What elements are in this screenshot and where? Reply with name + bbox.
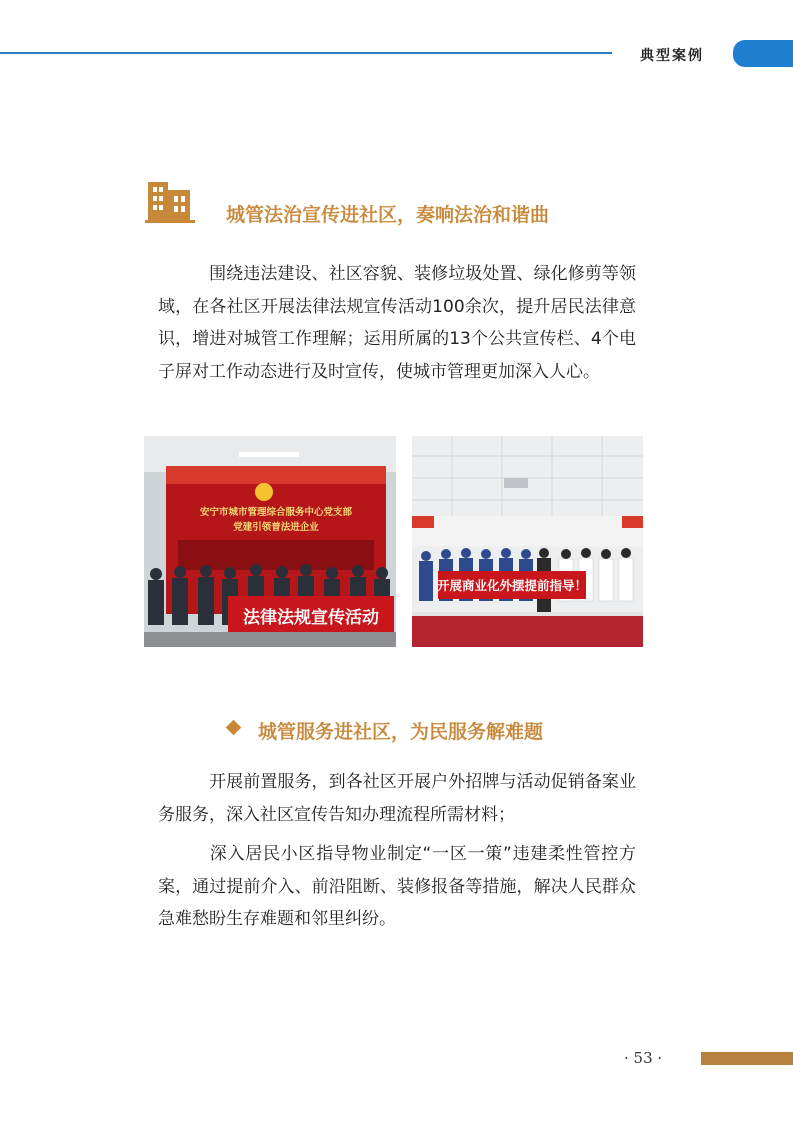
- section1-paragraph-text: 围绕违法建设、社区容貌、装修垃圾处置、绿化修剪等领域，在各社区开展法律法规宣传活动100余次，提升居民法律意识，增进对城管工作理解；运用所属的13个公共宣传栏、4个电子屏对工作动态进行及时宣传，使城市管理更加深入人心。: [158, 264, 636, 382]
- section1-paragraph: [158, 258, 636, 388]
- photo-left-screen-line1: 安宁市城市管理综合服务中心党支部: [199, 507, 353, 518]
- building-icon: [145, 176, 195, 224]
- photo-party-branch-event: [144, 436, 396, 647]
- photo-outdoor-guidance-event: [412, 436, 643, 647]
- section2-paragraph2: [158, 838, 636, 936]
- diamond-bullet-icon: [226, 720, 242, 736]
- section2-title: 城管服务进社区，为民服务解难题: [258, 721, 544, 743]
- section2-paragraph1-text: 开展前置服务，到各社区开展户外招牌与活动促销备案业务服务，深入社区宣传告知办理流程所需材料；: [158, 772, 636, 825]
- header-tab: [733, 40, 793, 67]
- section2-paragraph1: [158, 766, 636, 831]
- footer-bar: [701, 1052, 793, 1065]
- photo-right-banner: 开展商业化外摆提前指导！: [436, 578, 588, 593]
- header-rule: [0, 52, 612, 54]
- section1-title: 城管法治宣传进社区，奏响法治和谐曲: [226, 204, 550, 226]
- page-number: · 53 ·: [624, 1049, 663, 1067]
- header-section-label: 典型案例: [640, 48, 704, 64]
- photo-left-banner: 法律法规宣传活动: [243, 608, 379, 628]
- photo-left-screen-line2: 党建引领普法进企业: [233, 522, 319, 533]
- section2-paragraph2-text: 深入居民小区指导物业制定“一区一策”违建柔性管控方案，通过提前介入、前沿阻断、装修报备等措施，解决人民群众急难愁盼生存难题和邻里纠纷。: [158, 844, 636, 929]
